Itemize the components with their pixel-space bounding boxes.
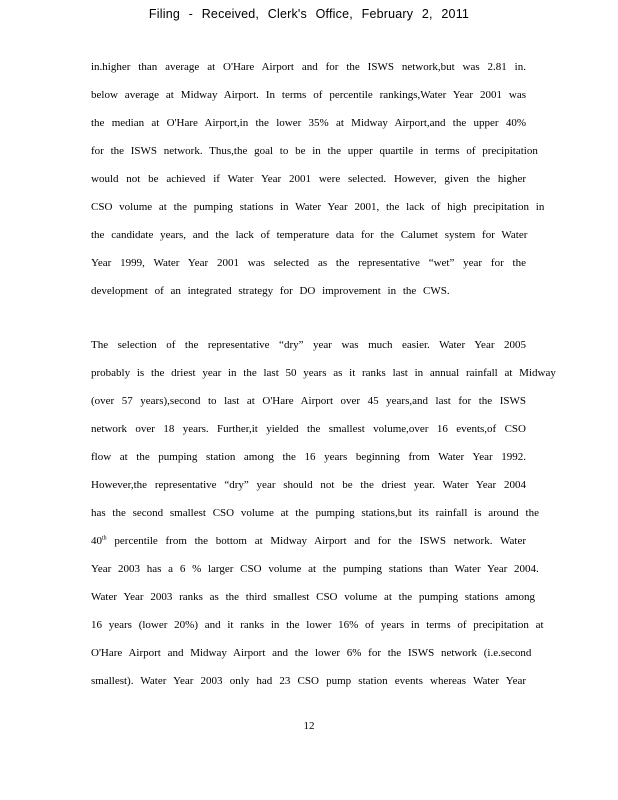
paragraph-2-line-3: (over 57 years),second to last at O'Hare Airport over 45 years,and last for the ISWS <box>91 395 526 407</box>
percentile-number: 40 <box>91 535 102 547</box>
paragraph-1-line-6: CSO volume at the pumping stations in Water Year 2001, the lack of high precipitation in <box>91 201 545 213</box>
ordinal-superscript: th <box>102 535 107 542</box>
page-number: 12 <box>303 720 315 732</box>
paragraph-2-line-11: 16 years (lower 20%) and it ranks in the lower 16% of years in terms of precipitation at <box>91 619 544 631</box>
paragraph-2-line-13: smallest). Water Year 2003 only had 23 CSO pump station events whereas Water Year <box>91 675 526 687</box>
paragraph-1-line-9: development of an integrated strategy for DO improvement in the CWS. <box>91 285 450 297</box>
paragraph-1-line-7: the candidate years, and the lack of temperature data for the Calumet system for Water <box>91 229 528 241</box>
paragraph-1-line-1: in.higher than average at O'Hare Airport and for the ISWS network,but was 2.81 in. <box>91 61 526 73</box>
paragraph-2-line-1: The selection of the representative “dry” year was much easier. Water Year 2005 <box>91 339 526 351</box>
paragraph-2-line-7: has the second smallest CSO volume at the pumping stations,but its rainfall is around the <box>91 507 539 519</box>
paragraph-1-line-3: the median at O'Hare Airport,in the lower 35% at Midway Airport,and the upper 40% <box>91 117 526 129</box>
paragraph-2-line-12: O'Hare Airport and Midway Airport and the lower 6% for the ISWS network (i.e.second <box>91 647 532 659</box>
paragraph-2-line-10: Water Year 2003 ranks as the third smallest CSO volume at the pumping stations among <box>91 591 536 603</box>
paragraph-2-line-2: probably is the driest year in the last 50 years as it ranks last in annual rainfall at Midway <box>91 367 556 379</box>
paragraph-2-line-4: network over 18 years. Further,it yielded the smallest volume,over 16 events,of CSO <box>91 423 526 435</box>
paragraph-1-line-5: would not be achieved if Water Year 2001 were selected. However, given the higher <box>91 173 526 185</box>
filing-header: Filing - Received, Clerk's Office, February 2, 2011 <box>148 7 470 21</box>
paragraph-2-line-8-rest: percentile from the bottom at Midway Airport and for the ISWS network. Water <box>106 535 526 547</box>
paragraph-2-line-5: flow at the pumping station among the 16 years beginning from Water Year 1992. <box>91 451 526 463</box>
paragraph-1-line-4: for the ISWS network. Thus,the goal to be in the upper quartile in terms of precipitation <box>91 145 538 157</box>
paragraph-1-line-2: below average at Midway Airport. In terms of percentile rankings,Water Year 2001 was <box>91 89 526 101</box>
paragraph-2-line-6: However,the representative “dry” year should not be the driest year. Water Year 2004 <box>91 479 526 491</box>
paragraph-2-line-9: Year 2003 has a 6 % larger CSO volume at the pumping stations than Water Year 2004. <box>91 563 539 575</box>
paragraph-1-line-8: Year 1999, Water Year 2001 was selected as the representative “wet” year for the <box>91 257 526 269</box>
paragraph-2-line-8 <box>91 534 526 548</box>
